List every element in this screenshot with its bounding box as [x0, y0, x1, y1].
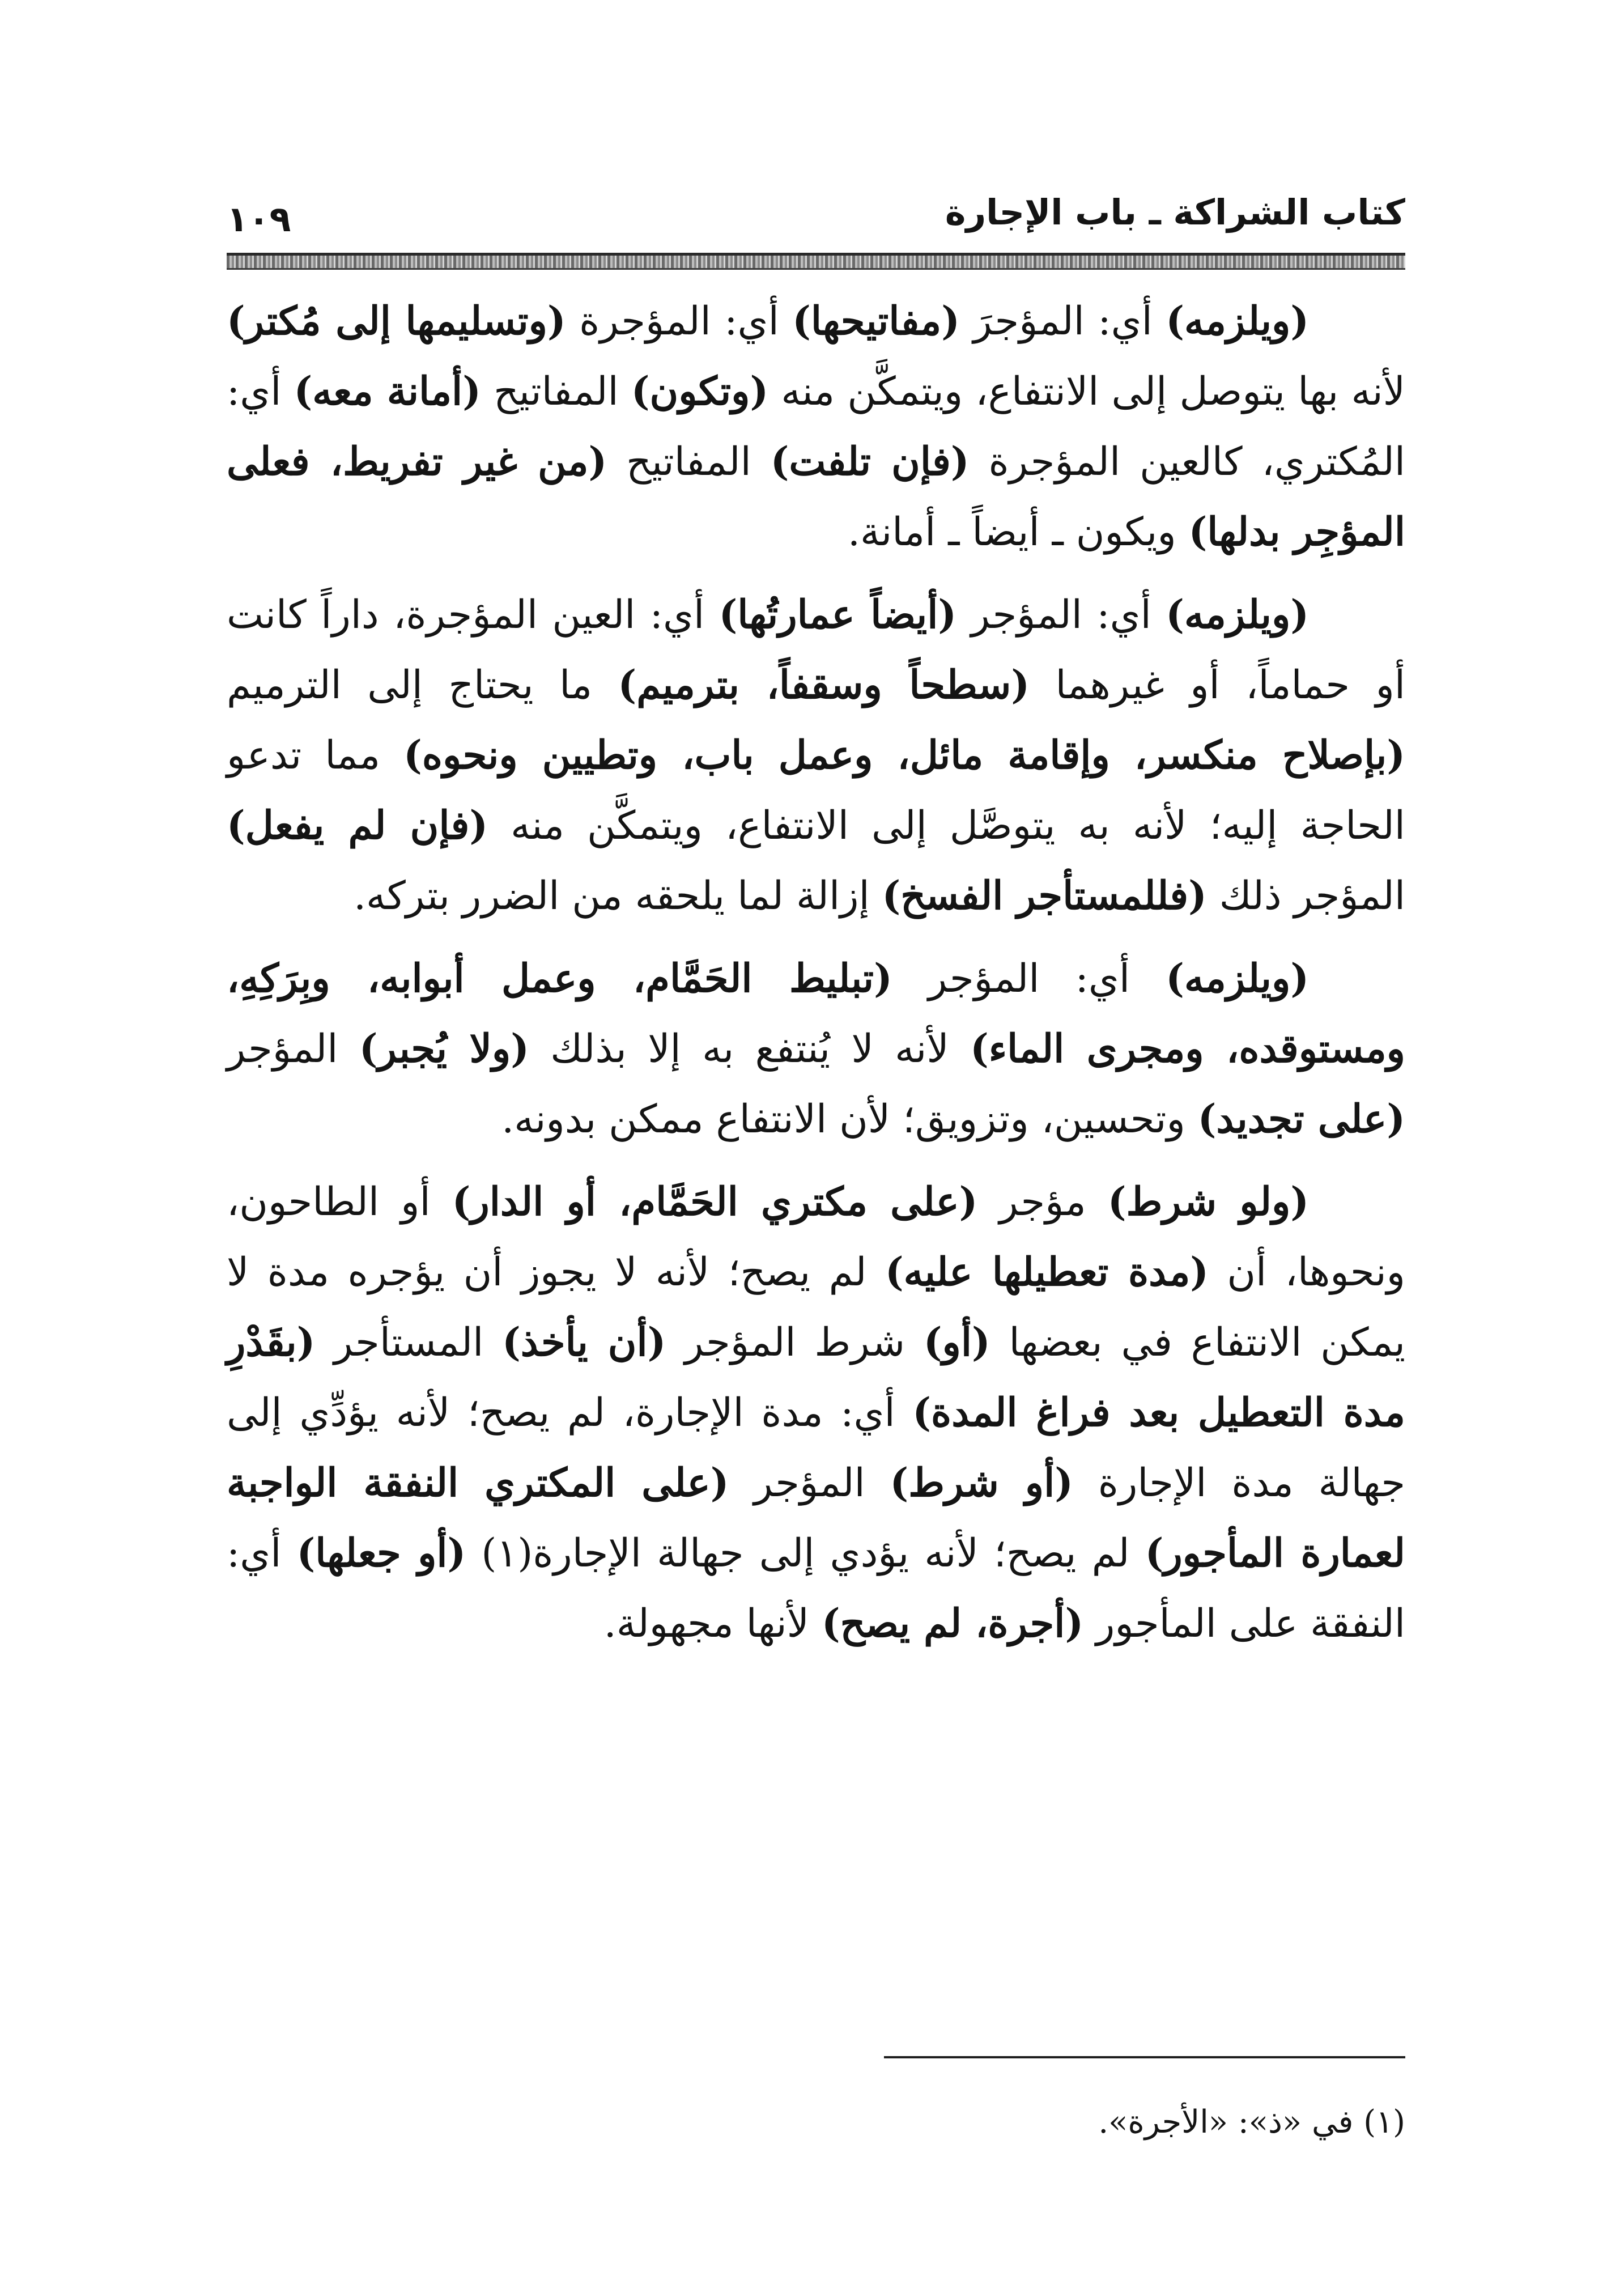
commentary-text: أي: المؤجر — [892, 956, 1166, 1001]
commentary-text: لأنه بها يتوصل إلى الانتفاع، ويتمكَّن منه — [768, 369, 1406, 414]
commentary-text: ما يحتاج إلى الترميم — [227, 663, 618, 708]
matn-text: (مدة تعطيلها عليه) — [885, 1249, 1209, 1295]
commentary-text: مما تدعو الحاجة إليه؛ لأنه به يتوصَّل إلى الانتفاع، ويتمكَّن منه — [227, 733, 1405, 848]
page-number: ١٠٩ — [227, 198, 291, 240]
matn-text: (تبليط الحَمَّام، وعمل أبوابه، وبِرَكِهِ، ومستوقده، ومجرى الماء) — [227, 956, 1405, 1072]
commentary-text: أي: المؤجرَ — [959, 299, 1166, 344]
matn-text: (أيضاً عمارتُها) — [719, 592, 957, 638]
commentary-text: أو الطاحون، ونحوها، أن — [227, 1179, 1405, 1295]
matn-text: (على مكتري الحَمَّام، أو الدار) — [452, 1179, 978, 1225]
matn-text: (فإن تلفت) — [770, 439, 970, 485]
commentary-text: أي: المُكتري، كالعين المؤجرة — [227, 369, 1406, 485]
matn-text: (أجرة، لم يصح) — [821, 1600, 1084, 1646]
commentary-text: ويكون ـ أيضاً ـ أمانة. — [848, 509, 1189, 555]
commentary-text: المفاتيح — [481, 369, 631, 414]
paragraph-3 — [227, 944, 1405, 1154]
footnote-rule — [884, 2056, 1405, 2058]
commentary-text: شرط المؤجر — [666, 1320, 924, 1365]
matn-text: (أو) — [923, 1319, 990, 1365]
commentary-text: أي: مدة الإجارة، لم يصح؛ لأنه يؤدِّي إلى جهالة مدة الإجارة — [227, 1390, 1405, 1506]
matn-text: (مفاتيحها) — [792, 298, 960, 344]
matn-text: (أو شرط) — [890, 1460, 1073, 1506]
header-rule — [227, 253, 1405, 270]
commentary-text: لأنه لا يُنتفع به إلا بذلك — [529, 1026, 971, 1072]
commentary-text: أي: النفقة على المأجور — [227, 1531, 1405, 1646]
commentary-text: المستأجر — [315, 1320, 503, 1365]
footnote: (١) في «ذ»: «الأجرة». — [1098, 2104, 1405, 2141]
matn-text: (فللمستأجر الفسخ) — [882, 873, 1207, 919]
matn-text: (بإصلاح منكسر، وإقامة مائل، وعمل باب، وتطيين ونحوه) — [403, 732, 1405, 778]
matn-text: (ولو شرط) — [1107, 1179, 1310, 1225]
paragraph-1 — [227, 286, 1405, 567]
matn-text: (وتسليمها إلى مُكتر) — [227, 298, 566, 344]
matn-text: (على تجديد) — [1197, 1096, 1405, 1142]
commentary-text: مؤجر — [977, 1179, 1108, 1225]
commentary-text: إزالة لما يلحقه من الضرر بتركه. — [354, 873, 882, 919]
commentary-text: المؤجر — [227, 1026, 359, 1072]
matn-text: (فإن لم يفعل) — [227, 802, 488, 848]
matn-text: (وتكون) — [631, 368, 769, 414]
paragraph-4 — [227, 1167, 1405, 1659]
commentary-text: لم يصح؛ لأنه يؤدي إلى جهالة الإجارة(١) — [466, 1531, 1145, 1576]
matn-text: (ويلزمه) — [1166, 592, 1309, 638]
matn-text: (ويلزمه) — [1166, 298, 1309, 344]
commentary-text: لأنها مجهولة. — [603, 1601, 822, 1646]
page-header — [227, 187, 1405, 255]
commentary-text: المؤجر ذلك — [1206, 873, 1405, 919]
matn-text: (من غير تفريط، فعلى المؤجِر بدلها) — [227, 439, 1405, 555]
matn-text: (أو جعلها) — [296, 1530, 466, 1576]
matn-text: (على المكتري النفقة الواجبة لعمارة المأجور) — [227, 1460, 1406, 1576]
matn-text: (بقَدْرِ مدة التعطيل بعد فراغ المدة) — [227, 1319, 1405, 1436]
commentary-text: أي: العين المؤجرة، داراً كانت أو حماماً، أو غيرهما — [227, 592, 1406, 708]
commentary-text: وتحسين، وتزويق؛ لأن الانتفاع ممكن بدونه. — [501, 1097, 1198, 1142]
matn-text: (أن يأخذ) — [502, 1319, 666, 1365]
matn-text: (ويلزمه) — [1166, 956, 1309, 1001]
matn-text: (ولا يُجبر) — [359, 1026, 529, 1072]
commentary-text: أي: المؤجر — [956, 592, 1166, 638]
commentary-text: لم يصح؛ لأنه لا يجوز أن يؤجره مدة لا يمكن الانتفاع في بعضها — [227, 1250, 1405, 1365]
commentary-text: المؤجر — [729, 1460, 890, 1506]
commentary-text: أي: المؤجرة — [566, 299, 793, 344]
matn-text: (أمانة معه) — [294, 368, 481, 414]
matn-text: (سطحاً وسقفاً، بترميم) — [618, 662, 1030, 708]
paragraph-2 — [227, 580, 1405, 931]
commentary-text: المفاتيح — [607, 439, 771, 485]
running-title: كتاب الشراكة ـ باب الإجارة — [945, 192, 1405, 233]
main-text — [227, 286, 1405, 1671]
